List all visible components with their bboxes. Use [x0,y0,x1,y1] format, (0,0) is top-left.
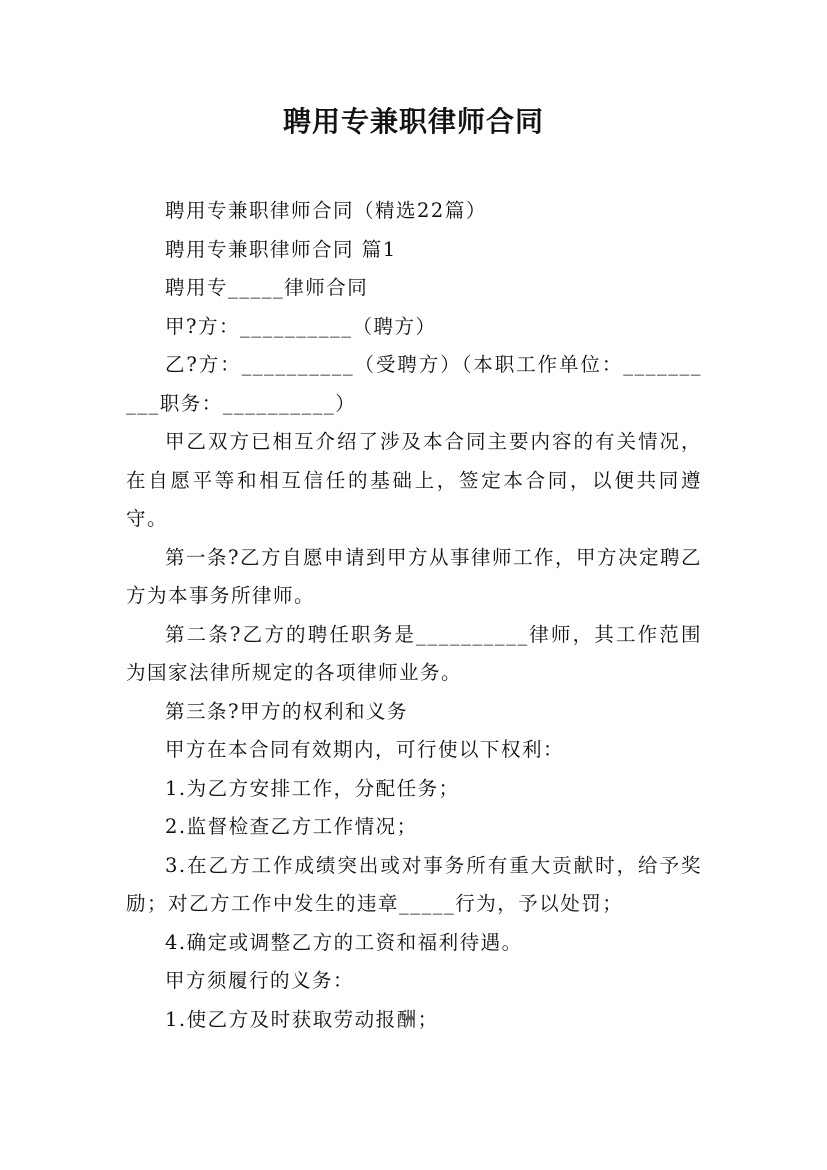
paragraph-contract-name: 聘用专_____律师合同 [165,276,369,299]
paragraph-right-1: 1.为乙方安排工作，分配任务； [165,776,460,800]
paragraph-party-a-rights-intro: 甲方在本合同有效期内，可行使以下权利： [165,738,565,761]
paragraph-subtitle: 聘用专兼职律师合同（精选22篇） [165,199,487,222]
paragraph-article-1: 第一条?乙方自愿申请到甲方从事律师工作，甲方决定聘乙方为本事务所律师。 [126,545,702,607]
paragraph-right-3: 3.在乙方工作成绩突出或对事务所有重大贡献时，给予奖励；对乙方工作中发生的违章_____行为，予以处罚； [126,853,702,915]
paragraph-party-a: 甲?方：__________（聘方） [165,314,437,338]
document-body [126,192,702,1039]
paragraph-article-3-heading: 第三条?甲方的权利和义务 [165,699,408,723]
paragraph-party-b: 乙?方：__________（受聘方）（本职工作单位：__________职务：__________） [126,353,702,415]
paragraph-duty-1: 1.使乙方及时获取劳动报酬； [165,1007,439,1031]
paragraph-article-2: 第二条?乙方的聘任职务是__________律师，其工作范围为国家法律所规定的各项律师业务。 [126,622,702,684]
paragraph-preamble: 甲乙双方已相互介绍了涉及本合同主要内容的有关情况，在自愿平等和相互信任的基础上，签定本合同，以便共同遵守。 [126,430,702,530]
paragraph-right-2: 2.监督检查乙方工作情况； [165,815,418,838]
document-title: 聘用专兼职律师合同 [282,105,544,138]
paragraph-section-heading: 聘用专兼职律师合同 篇1 [165,237,397,261]
paragraph-party-a-duties-intro: 甲方须履行的义务： [165,969,355,992]
paragraph-right-4: 4.确定或调整乙方的工资和福利待遇。 [165,930,523,954]
